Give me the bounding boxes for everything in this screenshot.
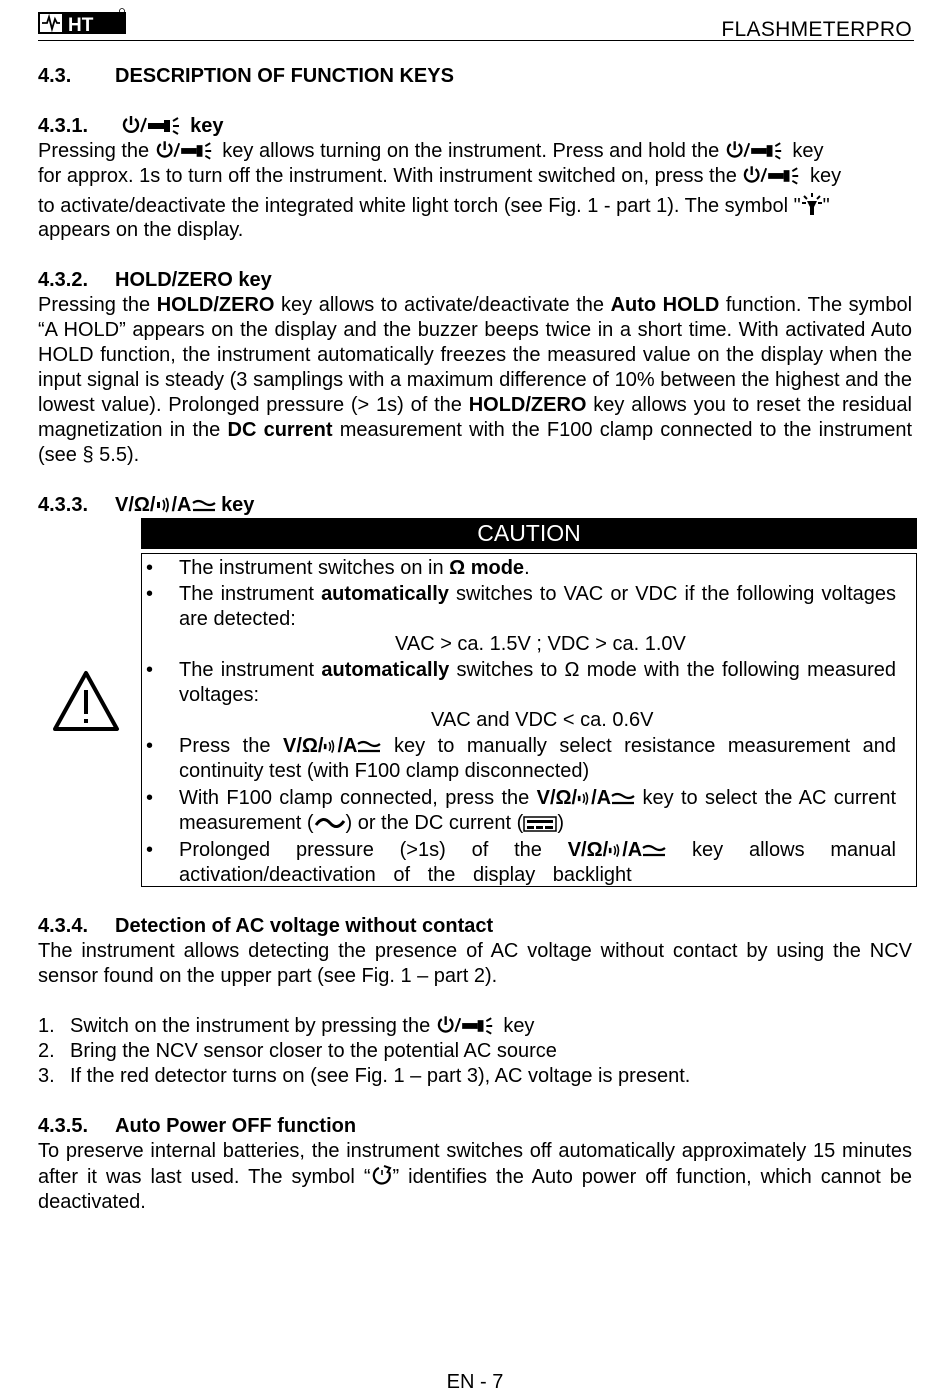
caution-item: • Press the V/Ω/ /A key to manually select resistance measurement and continuity test (with F100 clamp disconnected) [146,735,897,782]
section-heading-4-3-1: 4.3.1. key [38,115,224,137]
ac-wave-icon [314,814,346,832]
section-4-3-4-body: The instrument allows detecting the presence of AC voltage without contact by using the NCV sensor found on the upper part (see Fig. 1 – part 2). [38,940,912,987]
caution-banner: CAUTION [141,518,917,549]
power-torch-key-icon [155,140,217,160]
warning-triangle-icon [52,670,120,732]
torch-symbol-icon [801,192,823,216]
buzzer-icon [323,738,337,755]
section-4-3-2-body: Pressing the HOLD/ZERO key allows to activate/deactivate the Auto HOLD function. The symbol “A HOLD” appears on the display and the buzzer beeps twice in a short time. With activated Auto HOLD function, the instrument automatically freezes the measured value on the display when the input signal is steady (3 samplings with a maximum difference of 10% between the highest and the lowest value). Prolonged pressure (> 1s) of the HOLD/ZERO key allows you to reset the residual magnetization in the DC current measurement with the F100 clamp connected to the instrument (see § 5.5). [38,294,913,466]
section-4-3-5-body: To preserve internal batteries, the instrument switches off automatically approximately 15 minutes after it was last used. The symbol “ ” identifies the Auto power off function, which cannot be deactivated. [38,1140,912,1213]
list-item: 1. Switch on the instrument by pressing the key [38,1015,535,1037]
ac-clamp-icon [642,843,666,859]
dc-symbol-icon [523,816,557,832]
power-torch-key-icon [725,140,787,160]
power-torch-key-icon [742,165,804,185]
page-header [38,6,914,41]
caution-item: • The instrument switches on in Ω mode. [146,557,530,579]
caution-item: • With F100 clamp connected, press the V/Ω/ /A key to select the AC current measurement ( ) or the DC current ( ) [146,787,897,834]
voltage-threshold-text: VAC and VDC < ca. 0.6V [431,709,654,731]
caution-item: • The instrument automatically switches to Ω mode with the following measured voltages: [146,659,897,706]
section-heading-4-3-2: 4.3.2. HOLD/ZERO key [38,269,272,291]
ac-clamp-icon [357,739,381,755]
caution-item: • Prolonged pressure (>1s) of the V/Ω/ /A key allows manual activation/deactivation of the display backlight [146,839,896,886]
caution-item: • The instrument automatically switches to VAC or VDC if the following voltages are detected: [146,583,896,630]
list-item: 3. If the red detector turns on (see Fig. 1 – part 3), AC voltage is present. [38,1065,691,1087]
ac-clamp-icon [192,498,216,514]
voltage-threshold-text: VAC > ca. 1.5V ; VDC > ca. 1.0V [395,633,686,655]
product-name: FLASHMETERPRO [721,18,912,41]
section-4-3-1-line: for approx. 1s to turn off the instrument. With instrument switched on, press the key [38,165,842,187]
ac-clamp-icon [611,791,635,807]
svg-text:HT: HT [68,15,94,36]
section-4-3-1-line: Pressing the key allows turning on the instrument. Press and hold the key [38,140,824,162]
page-number: EN - 7 [446,1371,504,1393]
buzzer-icon [577,790,591,807]
buzzer-icon [156,496,172,514]
section-4-3-1-line: appears on the display. [38,219,244,241]
list-item: 2. Bring the NCV sensor closer to the potential AC source [38,1040,557,1062]
ht-logo-icon [38,8,126,36]
section-heading-4-3-4: 4.3.4. Detection of AC voltage without contact [38,915,494,937]
auto-power-off-icon [371,1164,393,1186]
power-torch-key-icon [121,115,185,135]
section-heading-4-3: 4.3. DESCRIPTION OF FUNCTION KEYS [38,65,454,87]
section-4-3-1-line: to activate/deactivate the integrated white light torch (see Fig. 1 - part 1). The symbol " " [38,192,912,219]
section-heading-4-3-3: 4.3.3. V/Ω/ /A key [38,494,255,516]
power-torch-key-icon [436,1015,498,1035]
section-heading-4-3-5: 4.3.5. Auto Power OFF function [38,1115,357,1137]
buzzer-icon [608,842,622,859]
